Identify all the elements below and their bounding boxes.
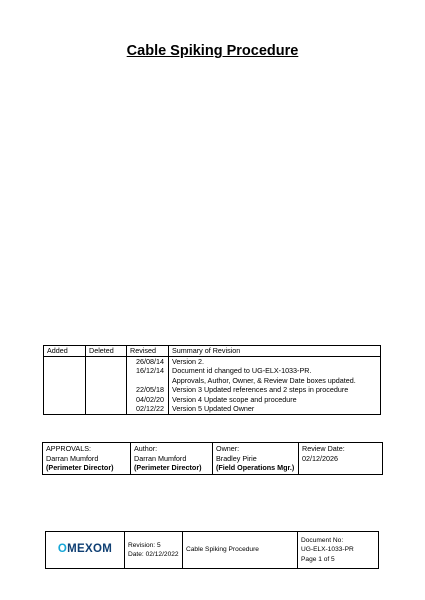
approvals-name: Darran Mumford	[46, 453, 99, 463]
footer-title: Cable Spiking Procedure	[183, 532, 298, 569]
table-row	[44, 395, 381, 405]
cell-revised: 16/12/14	[127, 366, 169, 376]
omexom-logo	[46, 532, 125, 569]
cell-added	[44, 376, 86, 386]
cell-revised: 22/05/18	[127, 385, 169, 395]
cell-summary: Version 2.	[169, 356, 381, 366]
footer-docno: UG-ELX-1033-PR	[301, 546, 354, 554]
owner-name: Bradley Pirie	[216, 453, 257, 463]
header-added: Added	[44, 346, 86, 357]
table-row	[44, 376, 381, 386]
owner-cell	[213, 443, 299, 475]
revision-header-row	[44, 346, 381, 357]
cell-summary: Version 5 Updated Owner	[169, 404, 381, 414]
header-deleted: Deleted	[86, 346, 127, 357]
review-date-value: 02/12/2026	[302, 453, 338, 463]
cell-revised: 26/08/14	[127, 356, 169, 366]
author-label: Author:	[134, 444, 158, 453]
cell-summary: Version 3 Updated references and 2 steps in procedure	[169, 385, 381, 395]
cell-added	[44, 366, 86, 376]
approvals-row	[43, 443, 383, 475]
cell-revised: 04/02/20	[127, 395, 169, 405]
owner-label: Owner:	[216, 444, 240, 453]
cell-deleted	[86, 356, 127, 366]
logo-wordmark: MEXOM	[67, 542, 113, 555]
table-row	[44, 385, 381, 395]
approvals-role: (Perimeter Director)	[46, 463, 114, 472]
logo-o-mark: O	[57, 542, 68, 555]
document-title: Cable Spiking Procedure	[126, 43, 299, 59]
author-name: Darran Mumford	[134, 453, 187, 463]
footer-page: Page 1 of 5	[301, 555, 335, 563]
cell-added	[44, 404, 86, 414]
revision-table	[43, 345, 381, 415]
footer-date: Date: 02/12/2022	[128, 551, 179, 558]
cell-summary: Version 4 Update scope and procedure	[169, 395, 381, 405]
cell-added	[44, 395, 86, 405]
footer-revision-cell	[125, 532, 183, 569]
table-row	[44, 366, 381, 376]
cell-deleted	[86, 385, 127, 395]
approvals-label: APPROVALS:	[46, 444, 92, 453]
cell-added	[44, 385, 86, 395]
review-date-cell	[299, 443, 383, 475]
approvals-table	[42, 442, 383, 475]
cell-deleted	[86, 395, 127, 405]
author-role: (Perimeter Director)	[134, 463, 202, 472]
page-footer	[45, 531, 379, 569]
footer-docno-cell	[298, 532, 379, 569]
footer-docno-label: Document No:	[301, 536, 344, 544]
cell-summary: Approvals, Author, Owner, & Review Date boxes updated.	[169, 376, 381, 386]
cell-deleted	[86, 404, 127, 414]
owner-role: (Field Operations Mgr.)	[216, 463, 295, 472]
cell-added	[44, 356, 86, 366]
cell-deleted	[86, 376, 127, 386]
header-revised: Revised	[127, 346, 169, 357]
cell-deleted	[86, 366, 127, 376]
author-cell	[131, 443, 213, 475]
footer-revision: Revision: 5	[128, 541, 161, 549]
table-row	[44, 356, 381, 366]
cell-revised: 02/12/22	[127, 404, 169, 414]
cell-summary: Document id changed to UG-ELX-1033-PR.	[169, 366, 381, 376]
review-date-label: Review Date:	[302, 444, 345, 453]
header-summary: Summary of Revision	[169, 346, 381, 357]
table-row	[44, 404, 381, 414]
approvals-cell	[43, 443, 131, 475]
cell-revised	[127, 376, 169, 386]
